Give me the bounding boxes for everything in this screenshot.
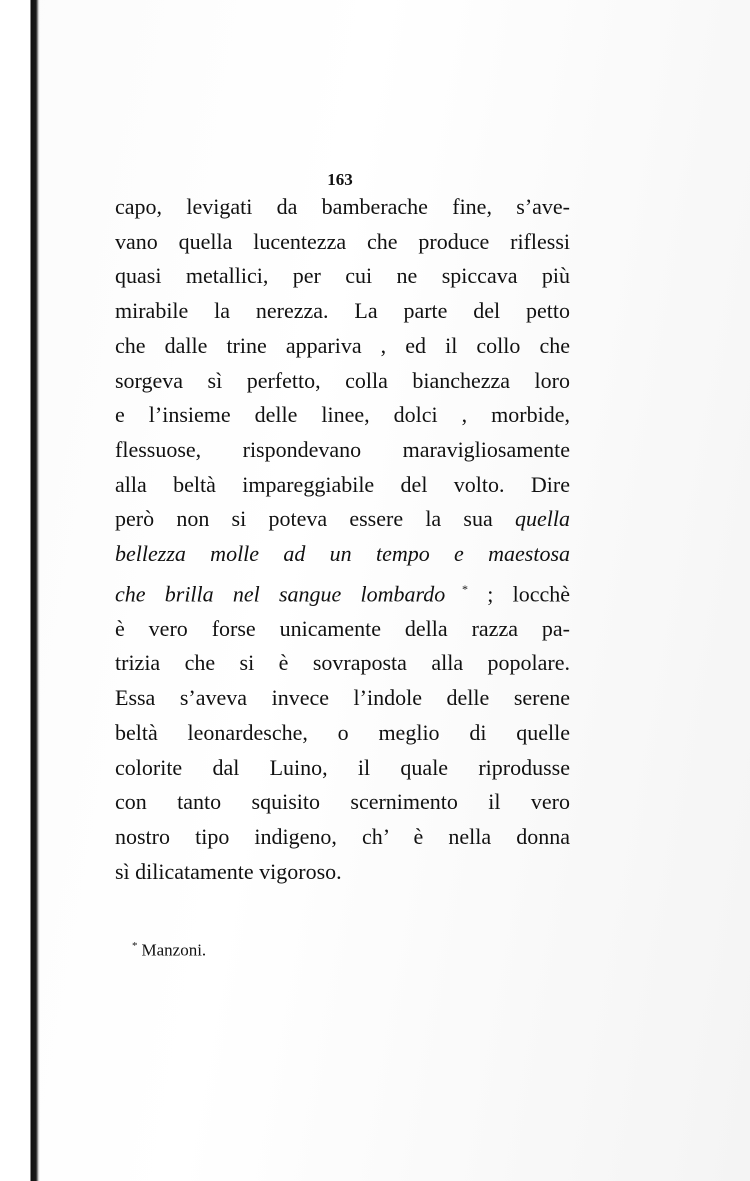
text-segment: e l’insieme delle linee, dolci , morbide, — [115, 402, 570, 428]
text-line — [115, 294, 570, 329]
text-segment: vano quella lucentezza che produce riflessi — [115, 228, 570, 254]
text-line — [115, 855, 570, 890]
text-line — [115, 681, 570, 716]
page-number: 163 — [327, 170, 353, 189]
text-segment: capo, levigati da bamberache fine, s’ave- — [115, 194, 570, 219]
text-line — [115, 468, 570, 503]
footnote-marker: * — [132, 940, 138, 952]
text-line — [115, 259, 570, 294]
text-line — [115, 537, 570, 572]
text-segment: con tanto squisito scernimento il vero — [115, 789, 570, 815]
text-segment: ; locchè — [468, 581, 570, 607]
text-segment: trizia che si è sovraposta alla popolare. — [115, 650, 570, 676]
text-line — [115, 502, 570, 537]
page-binding-edge — [0, 0, 40, 1181]
text-line — [115, 785, 570, 820]
text-segment: però non si poteva essere la sua — [115, 506, 515, 532]
text-segment: è vero forse unicamente della razza pa- — [115, 615, 570, 641]
text-segment: quasi metallici, per cui ne spiccava più — [115, 263, 570, 289]
text-segment: sorgeva sì perfetto, colla bianchezza loro — [115, 367, 570, 393]
text-line — [115, 364, 570, 399]
text-line — [115, 751, 570, 786]
italic-segment: quella — [515, 506, 570, 532]
text-segment: flessuose, rispondevano maravigliosamente — [115, 436, 570, 462]
text-line — [115, 820, 570, 855]
text-segment: mirabile la nerezza. La parte del petto — [115, 298, 570, 324]
text-line — [115, 433, 570, 468]
body-text — [115, 190, 570, 889]
text-segment: nostro tipo indigeno, ch’ è nella donna — [115, 823, 570, 849]
text-line — [115, 716, 570, 751]
text-line — [115, 572, 570, 612]
text-line — [115, 190, 570, 225]
footnote-text: Manzoni. — [141, 940, 207, 960]
text-segment: sì dilicatamente vigoroso. — [115, 858, 342, 884]
text-line — [115, 612, 570, 647]
footnote-reference: * — [445, 581, 469, 596]
text-segment: Essa s’aveva invece l’indole delle serene — [115, 685, 570, 711]
text-line — [115, 329, 570, 364]
text-line — [115, 646, 570, 681]
text-segment: beltà leonardesche, o meglio di quelle — [115, 719, 570, 745]
text-segment: colorite dal Luino, il quale riprodusse — [115, 754, 570, 780]
italic-segment: che brilla nel sangue lombardo — [115, 581, 446, 607]
footnote — [132, 940, 206, 961]
italic-segment: bellezza molle ad un tempo e maestosa — [115, 541, 570, 567]
text-line — [115, 398, 570, 433]
text-line — [115, 225, 570, 260]
text-segment: che dalle trine appariva , ed il collo che — [115, 332, 570, 358]
text-segment: alla beltà impareggiabile del volto. Dire — [115, 471, 570, 497]
